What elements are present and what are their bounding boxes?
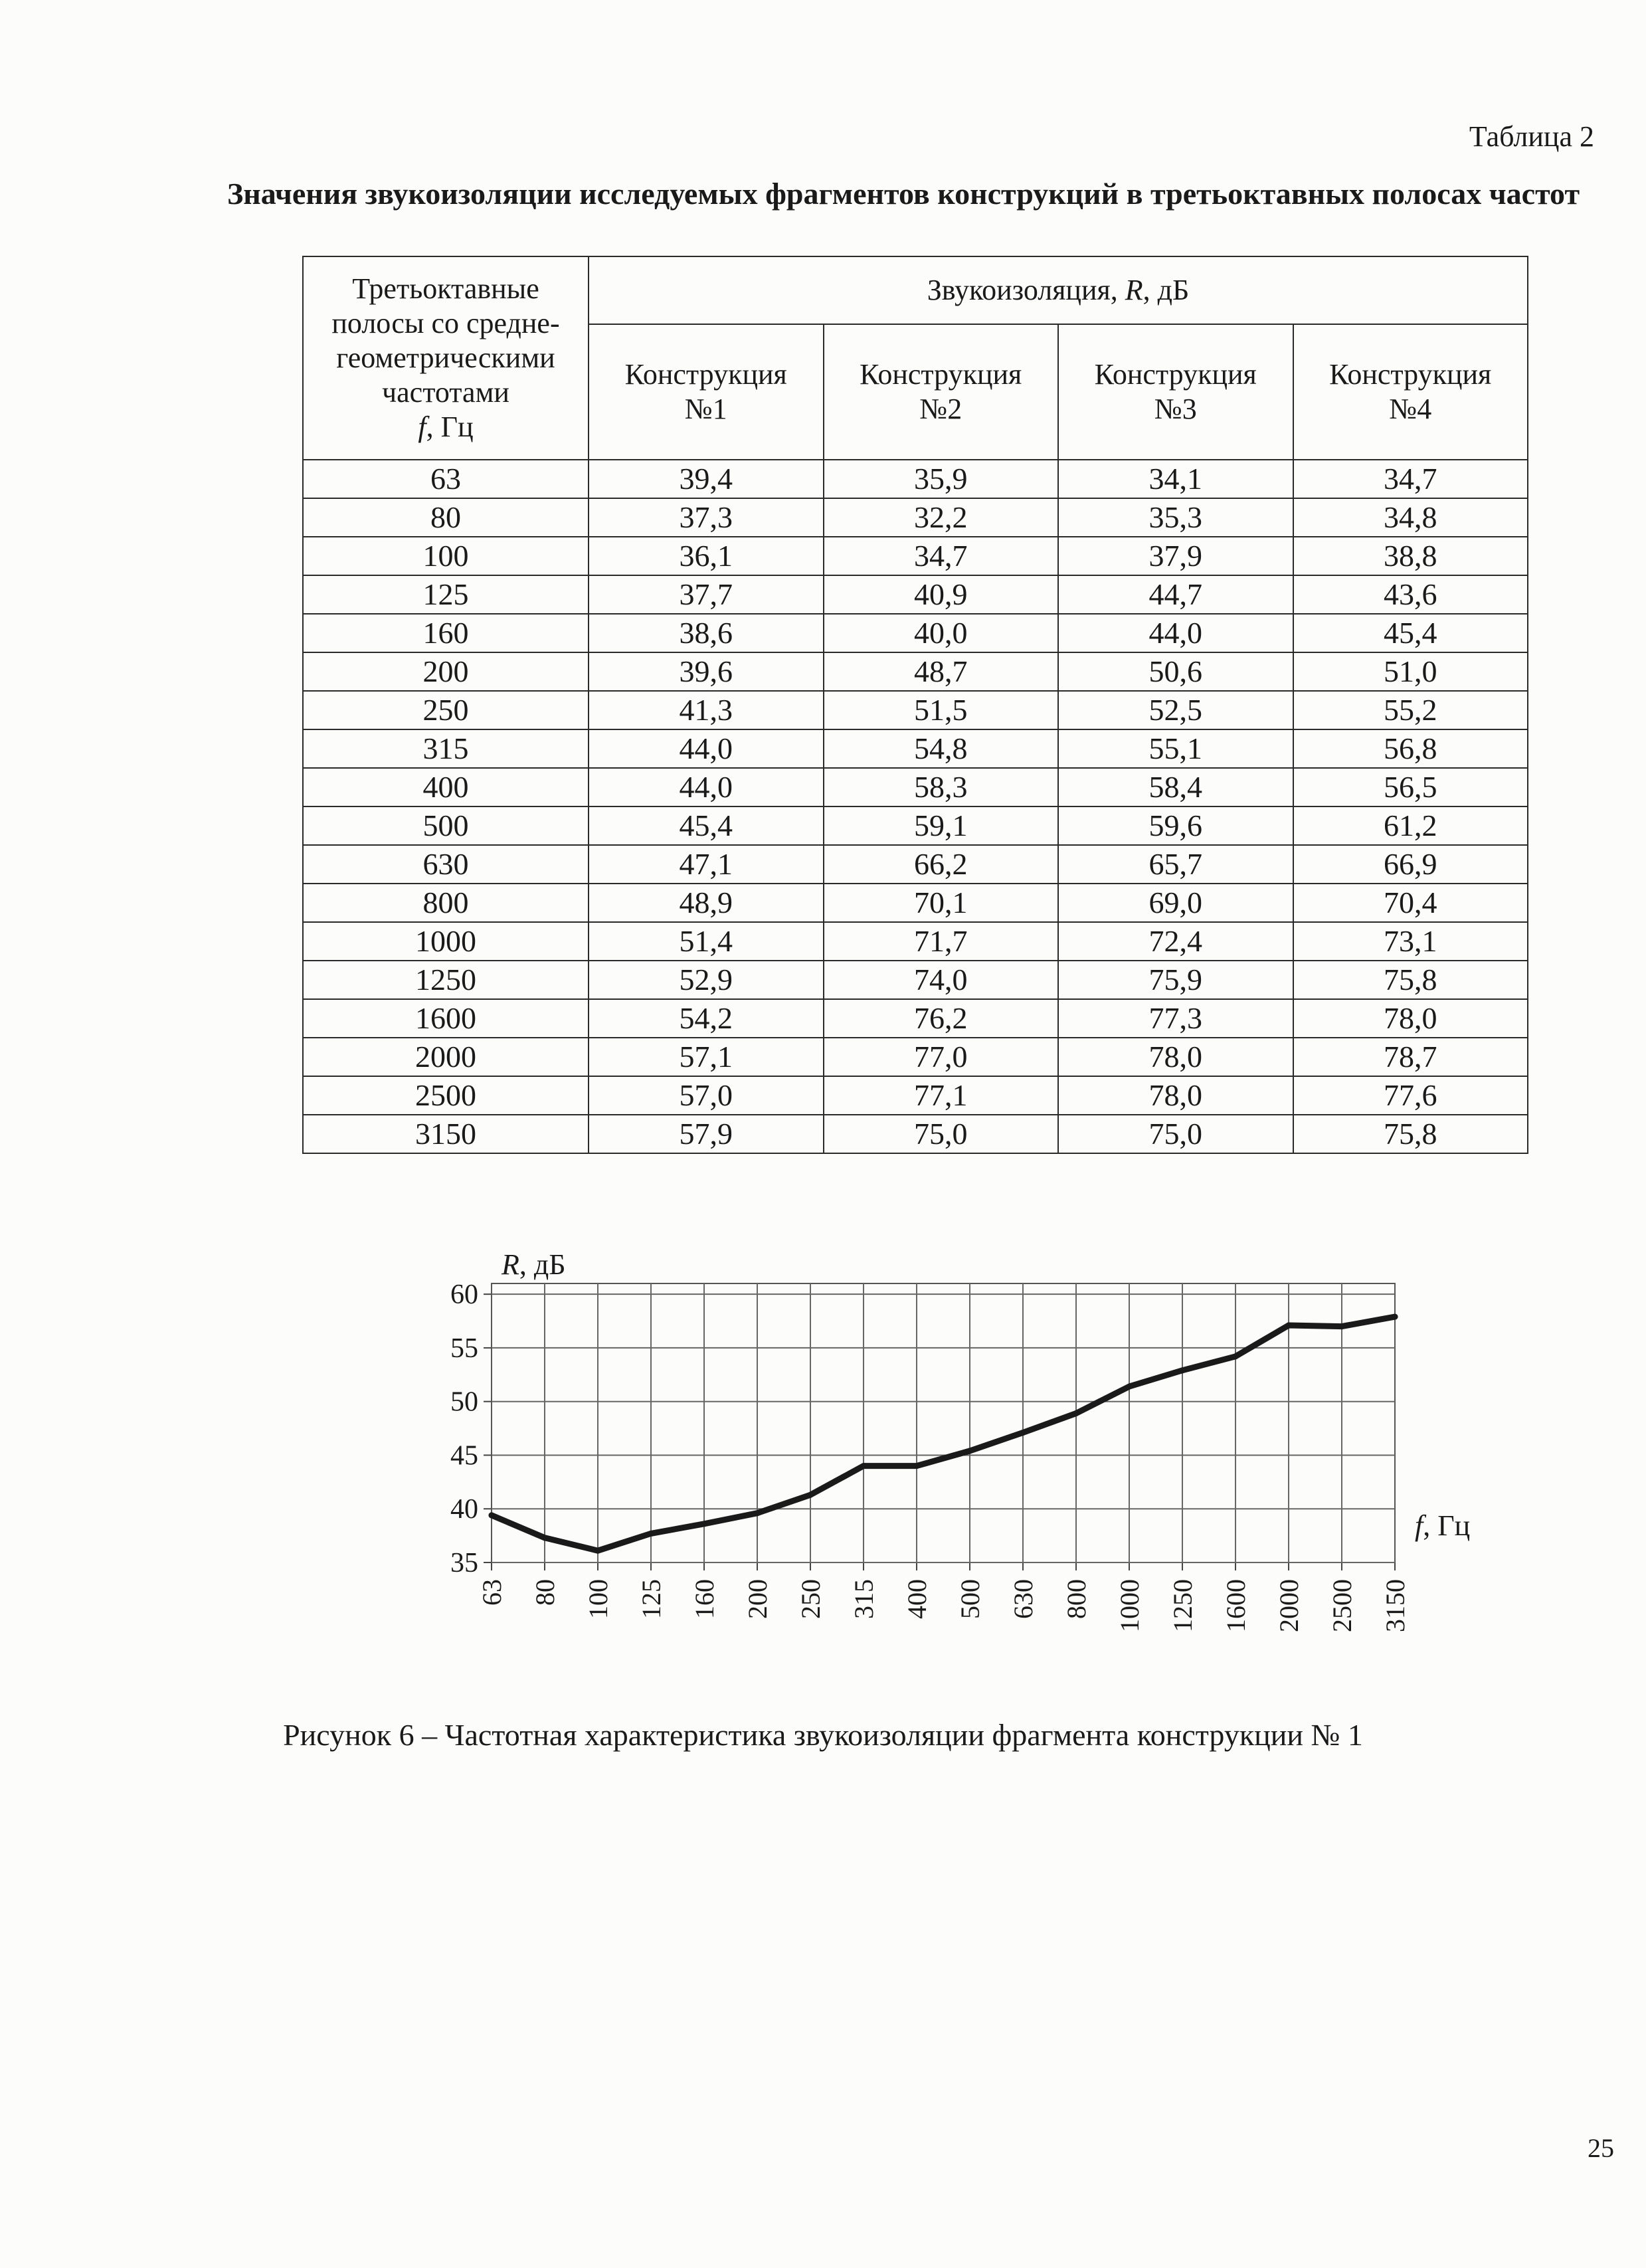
insulation-value-cell: 34,7 [1293, 460, 1528, 498]
frequency-cell: 1250 [303, 961, 589, 999]
insulation-value-cell: 51,5 [824, 691, 1059, 729]
insulation-value-cell: 66,9 [1293, 845, 1528, 884]
insulation-value-cell: 45,4 [1293, 614, 1528, 652]
insulation-value-cell: 78,0 [1058, 1038, 1293, 1076]
construction-word: Конструкция [624, 358, 787, 391]
plot-frame [492, 1283, 1395, 1562]
data-point [648, 1531, 654, 1537]
data-point [914, 1463, 920, 1469]
insulation-group-header [589, 256, 1528, 324]
construction-1-header [589, 324, 824, 460]
insulation-value-cell: 57,1 [589, 1038, 824, 1076]
x-tick-label: 2000 [1274, 1579, 1304, 1632]
insulation-value-cell: 72,4 [1058, 922, 1293, 961]
table-row [303, 1115, 1528, 1153]
frequency-cell: 3150 [303, 1115, 589, 1153]
x-tick-label: 400 [902, 1579, 932, 1619]
insulation-value-cell: 47,1 [589, 845, 824, 884]
table-row [303, 922, 1528, 961]
insulation-value-cell: 37,7 [589, 575, 824, 614]
insulation-value-cell: 56,8 [1293, 729, 1528, 768]
frequency-cell: 100 [303, 537, 589, 575]
y-tick-label: 35 [450, 1548, 478, 1578]
insulation-value-cell: 65,7 [1058, 845, 1293, 884]
construction-number: №1 [684, 393, 727, 425]
insulation-value-cell: 70,4 [1293, 884, 1528, 922]
insulation-value-cell: 55,2 [1293, 691, 1528, 729]
x-tick-label: 1250 [1168, 1579, 1198, 1632]
insulation-value-cell: 32,2 [824, 498, 1059, 537]
table-body [303, 460, 1528, 1153]
insulation-header-text: Звукоизоляция, [927, 274, 1125, 306]
x-tick-label: 100 [583, 1579, 613, 1619]
construction-word: Конструкция [1329, 358, 1492, 391]
data-point [489, 1512, 495, 1518]
frequency-cell: 250 [303, 691, 589, 729]
table-row [303, 961, 1528, 999]
freq-unit: , Гц [426, 411, 474, 443]
data-point [755, 1510, 761, 1516]
insulation-value-cell: 35,3 [1058, 498, 1293, 537]
insulation-value-cell: 77,0 [824, 1038, 1059, 1076]
table-row [303, 768, 1528, 806]
table-title: Значения звукоизоляции исследуемых фрагментов конструкций в третьоктавных полосах частот [227, 177, 1580, 211]
construction-word: Конструкция [1094, 358, 1257, 391]
table-row [303, 537, 1528, 575]
insulation-value-cell: 34,1 [1058, 460, 1293, 498]
insulation-value-cell: 58,3 [824, 768, 1059, 806]
data-point [1392, 1314, 1398, 1320]
x-tick-label: 1600 [1221, 1579, 1251, 1632]
data-point [861, 1463, 867, 1469]
table-caption: Таблица 2 [1469, 120, 1594, 153]
insulation-value-cell: 78,0 [1293, 999, 1528, 1038]
x-axis-label: f, Гц [1415, 1509, 1471, 1542]
frequency-cell: 630 [303, 845, 589, 884]
insulation-value-cell: 36,1 [589, 537, 824, 575]
insulation-value-cell: 52,5 [1058, 691, 1293, 729]
insulation-value-cell: 77,3 [1058, 999, 1293, 1038]
insulation-value-cell: 44,0 [589, 729, 824, 768]
x-tick-label: 630 [1008, 1579, 1038, 1619]
insulation-value-cell: 78,0 [1058, 1076, 1293, 1115]
data-point [1127, 1384, 1133, 1390]
x-tick-label: 800 [1061, 1579, 1091, 1619]
data-point [1233, 1353, 1239, 1359]
insulation-value-cell: 44,0 [589, 768, 824, 806]
frequency-cell: 2000 [303, 1038, 589, 1076]
freq-header-line: полосы со средне- [331, 307, 560, 339]
insulation-value-cell: 59,1 [824, 806, 1059, 845]
y-tick-label: 50 [450, 1386, 478, 1418]
table-row [303, 614, 1528, 652]
x-tick-label: 500 [955, 1579, 985, 1619]
insulation-symbol: R [1125, 274, 1143, 306]
insulation-value-cell: 55,1 [1058, 729, 1293, 768]
insulation-value-cell: 54,2 [589, 999, 824, 1038]
insulation-chart [399, 1239, 1528, 1671]
x-tick-label: 315 [849, 1579, 879, 1619]
insulation-value-cell: 54,8 [824, 729, 1059, 768]
y-tick-label: 55 [450, 1333, 478, 1364]
construction-number: №2 [919, 393, 962, 425]
frequency-cell: 200 [303, 652, 589, 691]
frequency-cell: 315 [303, 729, 589, 768]
table-row [303, 1076, 1528, 1115]
data-point [1286, 1323, 1292, 1329]
frequency-cell: 800 [303, 884, 589, 922]
data-point [1339, 1323, 1345, 1329]
insulation-value-cell: 57,0 [589, 1076, 824, 1115]
table-row [303, 806, 1528, 845]
freq-header-line: частотами [382, 376, 509, 409]
insulation-value-cell: 39,4 [589, 460, 824, 498]
x-tick-label: 1000 [1115, 1579, 1144, 1632]
x-tick-label: 160 [689, 1579, 719, 1619]
table-row [303, 652, 1528, 691]
frequency-cell: 1600 [303, 999, 589, 1038]
insulation-value-cell: 75,8 [1293, 961, 1528, 999]
construction-number: №3 [1154, 393, 1197, 425]
insulation-value-cell: 78,7 [1293, 1038, 1528, 1076]
insulation-value-cell: 43,6 [1293, 575, 1528, 614]
insulation-value-cell: 57,9 [589, 1115, 824, 1153]
insulation-value-cell: 76,2 [824, 999, 1059, 1038]
insulation-value-cell: 39,6 [589, 652, 824, 691]
table-row [303, 460, 1528, 498]
figure-caption: Рисунок 6 – Частотная характеристика звукоизоляции фрагмента конструкции № 1 [283, 1718, 1363, 1752]
insulation-value-cell: 75,8 [1293, 1115, 1528, 1153]
insulation-value-cell: 66,2 [824, 845, 1059, 884]
frequency-cell: 125 [303, 575, 589, 614]
table-row [303, 575, 1528, 614]
table-row [303, 884, 1528, 922]
insulation-value-cell: 77,6 [1293, 1076, 1528, 1115]
insulation-value-cell: 41,3 [589, 691, 824, 729]
frequency-cell: 1000 [303, 922, 589, 961]
insulation-value-cell: 44,7 [1058, 575, 1293, 614]
insulation-value-cell: 70,1 [824, 884, 1059, 922]
data-point [967, 1448, 973, 1454]
freq-header-line: Третьоктавные [352, 272, 539, 305]
insulation-value-cell: 40,0 [824, 614, 1059, 652]
y-axis-label: R, дБ [502, 1248, 566, 1281]
insulation-value-cell: 75,0 [1058, 1115, 1293, 1153]
insulation-value-cell: 73,1 [1293, 922, 1528, 961]
insulation-chart-svg [399, 1239, 1528, 1671]
frequency-cell: 2500 [303, 1076, 589, 1115]
construction-number: №4 [1389, 393, 1432, 425]
insulation-value-cell: 50,6 [1058, 652, 1293, 691]
insulation-value-cell: 58,4 [1058, 768, 1293, 806]
page-number: 25 [1588, 2133, 1614, 2163]
data-point [1073, 1410, 1079, 1416]
insulation-value-cell: 37,9 [1058, 537, 1293, 575]
sound-insulation-table [302, 256, 1528, 1154]
series-line [492, 1317, 1395, 1551]
data-point [542, 1535, 548, 1541]
insulation-value-cell: 51,0 [1293, 652, 1528, 691]
frequency-cell: 80 [303, 498, 589, 537]
insulation-value-cell: 44,0 [1058, 614, 1293, 652]
table-row [303, 691, 1528, 729]
frequency-cell: 400 [303, 768, 589, 806]
construction-2-header [824, 324, 1059, 460]
construction-word: Конструкция [860, 358, 1022, 391]
insulation-value-cell: 59,6 [1058, 806, 1293, 845]
x-tick-label: 125 [636, 1579, 666, 1619]
x-tick-label: 250 [796, 1579, 826, 1619]
y-tick-label: 60 [450, 1279, 478, 1311]
insulation-value-cell: 74,0 [824, 961, 1059, 999]
table-row [303, 1038, 1528, 1076]
insulation-value-cell: 35,9 [824, 460, 1059, 498]
insulation-value-cell: 75,0 [824, 1115, 1059, 1153]
x-tick-label: 80 [530, 1579, 560, 1606]
insulation-value-cell: 48,7 [824, 652, 1059, 691]
insulation-value-cell: 56,5 [1293, 768, 1528, 806]
insulation-value-cell: 45,4 [589, 806, 824, 845]
x-tick-label: 2500 [1327, 1579, 1357, 1632]
data-point [808, 1492, 814, 1498]
insulation-value-cell: 37,3 [589, 498, 824, 537]
data-point [1180, 1367, 1186, 1373]
frequency-cell: 63 [303, 460, 589, 498]
data-point [595, 1548, 601, 1554]
freq-header-line: геометрическими [336, 341, 555, 374]
insulation-value-cell: 34,8 [1293, 498, 1528, 537]
frequency-cell: 160 [303, 614, 589, 652]
insulation-value-cell: 61,2 [1293, 806, 1528, 845]
insulation-value-cell: 38,6 [589, 614, 824, 652]
table-row [303, 729, 1528, 768]
data-point [1020, 1430, 1026, 1436]
insulation-value-cell: 48,9 [589, 884, 824, 922]
data-point [701, 1521, 707, 1527]
freq-unit-symbol: f [418, 411, 426, 443]
x-tick-label: 3150 [1380, 1579, 1410, 1632]
table-row [303, 845, 1528, 884]
insulation-value-cell: 34,7 [824, 537, 1059, 575]
x-tick-label: 200 [743, 1579, 773, 1619]
insulation-value-cell: 77,1 [824, 1076, 1059, 1115]
insulation-value-cell: 75,9 [1058, 961, 1293, 999]
frequency-column-header [303, 256, 589, 460]
insulation-value-cell: 38,8 [1293, 537, 1528, 575]
construction-4-header [1293, 324, 1528, 460]
insulation-value-cell: 69,0 [1058, 884, 1293, 922]
frequency-cell: 500 [303, 806, 589, 845]
y-tick-label: 45 [450, 1440, 478, 1471]
insulation-value-cell: 52,9 [589, 961, 824, 999]
table-row [303, 999, 1528, 1038]
insulation-value-cell: 51,4 [589, 922, 824, 961]
insulation-unit: , дБ [1143, 274, 1190, 306]
table-row [303, 498, 1528, 537]
x-tick-label: 63 [477, 1579, 507, 1606]
insulation-value-cell: 71,7 [824, 922, 1059, 961]
construction-3-header [1058, 324, 1293, 460]
y-tick-label: 40 [450, 1494, 478, 1525]
insulation-value-cell: 40,9 [824, 575, 1059, 614]
